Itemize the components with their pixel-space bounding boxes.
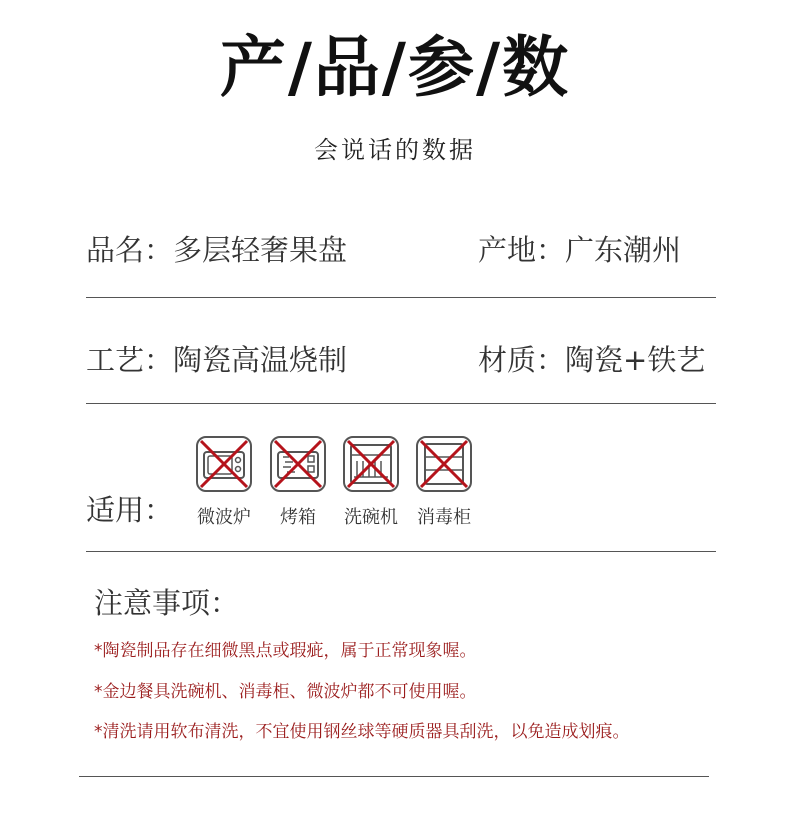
spec-material-label: 材质：	[478, 343, 566, 377]
usage-label: 适用：	[86, 493, 174, 527]
spec-name-value: 多层轻奢果盘	[173, 233, 348, 267]
divider	[86, 551, 716, 552]
note-item: *清洗请用软布清洗，不宜使用钢丝球等硬质器具刮洗，以免造成划痕。	[94, 722, 630, 742]
page-subtitle: 会说话的数据	[314, 136, 476, 164]
page-title: 产/品/参/数	[219, 29, 571, 106]
spec-material	[478, 342, 705, 378]
dishwasher-label: 洗碗机	[344, 507, 398, 528]
microwave-icon	[195, 435, 253, 493]
spec-origin-value: 广东潮州	[565, 233, 682, 267]
divider	[79, 776, 709, 777]
note-item: *金边餐具洗碗机、消毒柜、微波炉都不可使用喔。	[94, 682, 477, 702]
spec-name	[86, 232, 347, 268]
notes-title: 注意事项：	[94, 586, 240, 620]
note-item: *陶瓷制品存在细微黑点或瑕疵，属于正常现象喔。	[94, 641, 477, 661]
divider	[86, 403, 716, 404]
spec-origin	[478, 232, 681, 268]
spec-origin-label: 产地：	[478, 233, 566, 267]
sterilizer-cabinet-icon	[415, 435, 473, 493]
spec-craft-label: 工艺：	[86, 343, 174, 377]
divider	[86, 297, 716, 298]
microwave-label: 微波炉	[197, 507, 251, 528]
spec-name-label: 品名：	[86, 233, 174, 267]
oven-label: 烤箱	[280, 507, 316, 528]
dishwasher-icon	[342, 435, 400, 493]
sterilizer-cabinet-label: 消毒柜	[417, 507, 471, 528]
spec-craft	[86, 342, 347, 378]
oven-icon	[269, 435, 327, 493]
spec-material-value: 陶瓷+铁艺	[565, 343, 706, 377]
spec-craft-value: 陶瓷高温烧制	[173, 343, 348, 377]
